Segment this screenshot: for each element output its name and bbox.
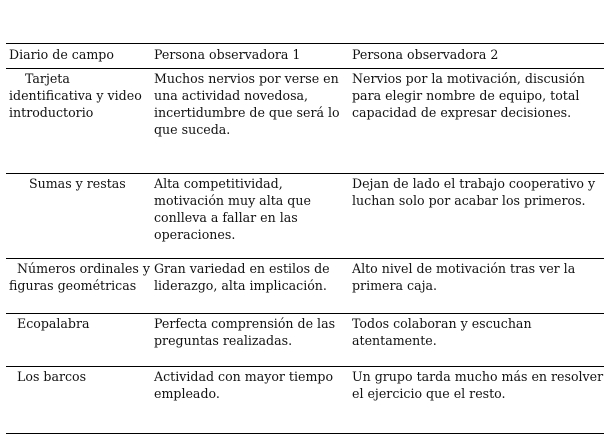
observer-2-cell: Todos colaboran y escuchan atentamente. bbox=[349, 314, 604, 367]
activity-cell: Tarjeta identificativa y video introductorio bbox=[6, 69, 151, 174]
table-row bbox=[6, 259, 604, 314]
observer-2-cell: Un grupo tarda mucho más en resolver el ejercicio que el resto. bbox=[349, 367, 604, 434]
header-observer-2: Persona observadora 2 bbox=[349, 44, 604, 69]
header-field-diary: Diario de campo bbox=[6, 44, 151, 69]
table-row bbox=[6, 174, 604, 259]
document-page bbox=[6, 0, 604, 440]
observer-1-cell: Perfecta comprensión de las preguntas realizadas. bbox=[151, 314, 349, 367]
observer-1-cell: Muchos nervios por verse en una actividad novedosa, incertidumbre de que será lo que suceda. bbox=[151, 69, 349, 174]
observer-1-cell: Gran variedad en estilos de liderazgo, alta implicación. bbox=[151, 259, 349, 314]
table-row bbox=[6, 314, 604, 367]
observer-1-cell: Alta competitividad, motivación muy alta que conlleva a fallar en las operaciones. bbox=[151, 174, 349, 259]
activity-cell: Números ordinales y figuras geométricas bbox=[6, 259, 151, 314]
observer-2-cell: Nervios por la motivación, discusión para elegir nombre de equipo, total capacidad de expresar decisiones. bbox=[349, 69, 604, 174]
activity-cell: Ecopalabra bbox=[6, 314, 151, 367]
table-row bbox=[6, 367, 604, 434]
table-row bbox=[6, 69, 604, 174]
observer-2-cell: Dejan de lado el trabajo cooperativo y luchan solo por acabar los primeros. bbox=[349, 174, 604, 259]
table-header-row bbox=[6, 44, 604, 69]
header-observer-1: Persona observadora 1 bbox=[151, 44, 349, 69]
observer-2-cell: Alto nivel de motivación tras ver la primera caja. bbox=[349, 259, 604, 314]
observer-1-cell: Actividad con mayor tiempo empleado. bbox=[151, 367, 349, 434]
field-diary-table bbox=[6, 43, 604, 434]
activity-cell: Sumas y restas bbox=[6, 174, 151, 259]
activity-cell: Los barcos bbox=[6, 367, 151, 434]
